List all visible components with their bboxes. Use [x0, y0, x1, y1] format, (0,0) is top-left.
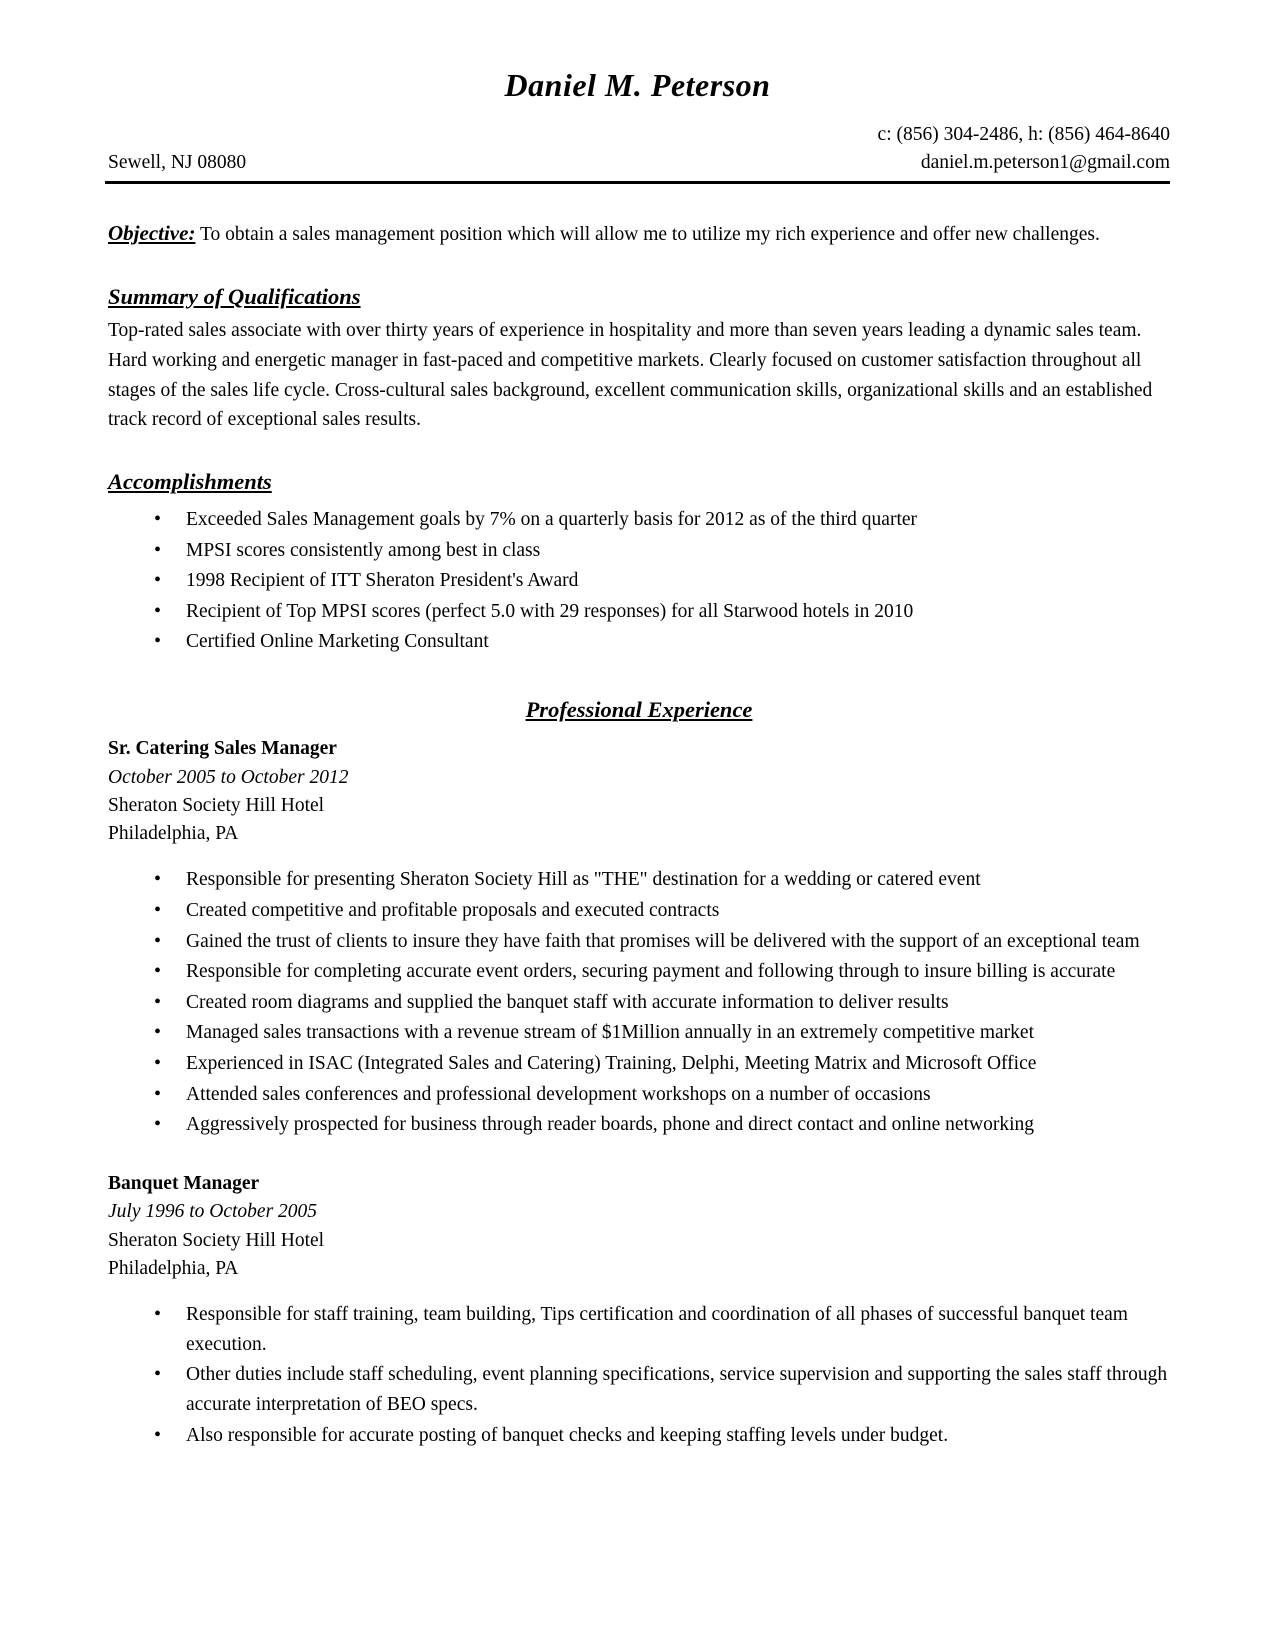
list-item: • Gained the trust of clients to insure they have faith that promises will be delivered with the support of an exceptional team [108, 927, 1170, 957]
list-item: • Created room diagrams and supplied the banquet staff with accurate information to deliver results [108, 988, 1170, 1018]
list-item: • Certified Online Marketing Consultant [108, 627, 1170, 657]
job-entry [108, 735, 1170, 1140]
contact-address: Sewell, NJ 08080 [108, 152, 247, 174]
job-dates: October 2005 to October 2012 [108, 766, 349, 788]
job-entry [108, 1170, 1170, 1450]
list-item: • Created competitive and profitable proposals and executed contracts [108, 896, 1170, 926]
list-item: • Attended sales conferences and professional development workshops on a number of occasions [108, 1080, 1170, 1110]
header-divider [105, 181, 1170, 184]
resume-content [0, 218, 1275, 1450]
job-company: Sheraton Society Hill Hotel [108, 794, 325, 816]
list-item: • Also responsible for accurate posting of banquet checks and keeping staffing levels under budget. [108, 1421, 1170, 1451]
experience-heading: Professional Experience [525, 697, 753, 723]
list-item: • Responsible for presenting Sheraton Society Hill as "THE" destination for a wedding or catered event [108, 865, 1170, 895]
job-location: Philadelphia, PA [108, 1257, 239, 1279]
objective-section [108, 218, 1170, 250]
candidate-name: Daniel M. Peterson [504, 67, 771, 103]
job-title: Sr. Catering Sales Manager [108, 738, 337, 760]
list-item: • 1998 Recipient of ITT Sheraton President's Award [108, 566, 1170, 596]
list-item: • Other duties include staff scheduling, event planning specifications, service supervision and supporting the sales staff through accurate interpretation of BEO specs. [108, 1360, 1170, 1419]
list-item: • MPSI scores consistently among best in class [108, 536, 1170, 566]
list-item: • Responsible for completing accurate event orders, securing payment and following through to insure billing is accurate [108, 957, 1170, 987]
list-item: • Managed sales transactions with a revenue stream of $1Million annually in an extremely competitive market [108, 1018, 1170, 1048]
objective-label: Objective: [108, 221, 196, 246]
contact-phones: c: (856) 304-2486, h: (856) 464-8640 [877, 124, 1170, 146]
job-company: Sheraton Society Hill Hotel [108, 1229, 325, 1251]
job-bullets [108, 865, 1170, 1140]
job-location: Philadelphia, PA [108, 823, 239, 845]
list-item: • Responsible for staff training, team building, Tips certification and coordination of all phases of successful banquet team execution. [108, 1300, 1170, 1359]
accomplishments-list [108, 505, 1170, 657]
objective-paragraph [108, 218, 1170, 250]
job-title: Banquet Manager [108, 1172, 260, 1194]
job-bullets [108, 1300, 1170, 1450]
summary-paragraph: Top-rated sales associate with over thirty years of experience in hospitality and more than seven years leading a dynamic sales team. Hard working and energetic manager in fast-paced and competitive markets. Clearly focused on customer satisfaction throughout all stages of the sales life cycle. Cross-cultural sales background, excellent communication skills, organizational skills and an established track record of exceptional sales results. [108, 320, 1153, 431]
objective-text: To obtain a sales management position which will allow me to utilize my rich experience and offer new challenges. [195, 224, 1100, 246]
list-item: • Aggressively prospected for business through reader boards, phone and direct contact and online networking [108, 1110, 1170, 1140]
experience-section [108, 693, 1170, 1450]
list-item: • Recipient of Top MPSI scores (perfect 5.0 with 29 responses) for all Starwood hotels in 2010 [108, 597, 1170, 627]
summary-heading: Summary of Qualifications [108, 284, 361, 310]
job-dates: July 1996 to October 2005 [108, 1201, 318, 1223]
list-item: • Exceeded Sales Management goals by 7% on a quarterly basis for 2012 as of the third quarter [108, 505, 1170, 535]
summary-section [108, 280, 1170, 435]
contact-email: daniel.m.peterson1@gmail.com [920, 152, 1170, 174]
accomplishments-section [108, 465, 1170, 657]
list-item: • Experienced in ISAC (Integrated Sales and Catering) Training, Delphi, Meeting Matrix and Microsoft Office [108, 1049, 1170, 1079]
contact-block [0, 121, 1275, 179]
accomplishments-heading: Accomplishments [108, 468, 272, 494]
